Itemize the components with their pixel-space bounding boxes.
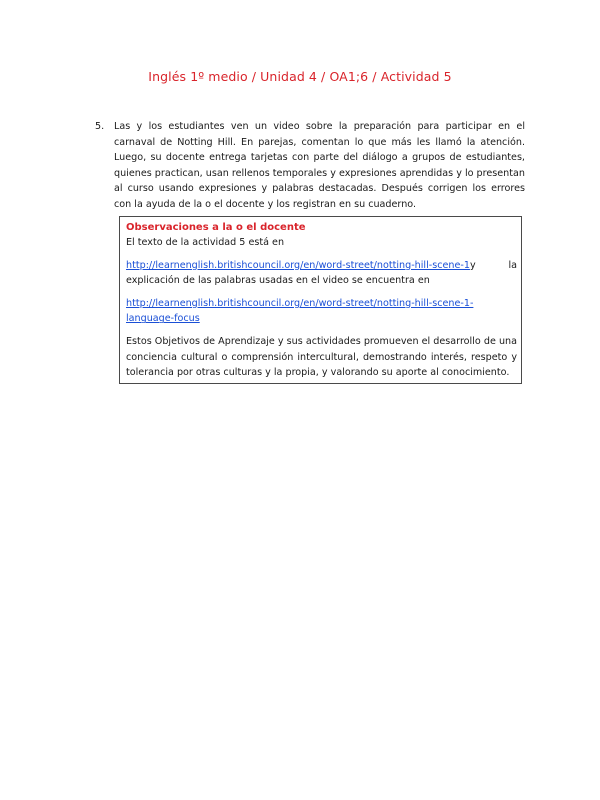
teacher-notes-box <box>119 216 522 384</box>
notting-hill-language-focus-link[interactable]: http://learnenglish.britishcouncil.org/en/word-street/notting-hill-scene-1-language-focus <box>126 297 474 325</box>
activity-item <box>95 119 525 213</box>
notes-link1-paragraph <box>126 258 517 289</box>
page-title: Inglés 1º medio / Unidad 4 / OA1;6 / Actividad 5 <box>148 69 452 84</box>
notes-after-link1: y la explicación de las palabras usadas en el video se encuentra en <box>126 259 517 287</box>
notting-hill-scene-1-link[interactable]: http://learnenglish.britishcouncil.org/en/word-street/notting-hill-scene-1 <box>126 259 470 271</box>
notes-intro: El texto de la actividad 5 está en <box>126 237 285 248</box>
activity-text: Las y los estudiantes ven un video sobre la preparación para participar en el carnaval de Notting Hill. En parejas, comentan lo que más les llamó la atención. Luego, su docente entrega tarjetas con parte del diálogo a grupos de estudiantes, quienes practican, usan rellenos temporales y expresiones aprendidas y lo presentan al curso usando expresiones y palabras destacadas. Después corrigen los errores con la ayuda de la o el docente y los registran en su cuaderno. <box>114 121 525 210</box>
notes-closing: Estos Objetivos de Aprendizaje y sus actividades promueven el desarrollo de una conciencia cultural o comprensión intercultural, demostrando interés, respeto y tolerancia por otras culturas y la propia, y valorando su aporte al conocimiento. <box>126 335 517 379</box>
notes-link2-paragraph <box>126 296 517 327</box>
activity-number: 5. <box>95 121 105 132</box>
teacher-notes-heading: Observaciones a la o el docente <box>126 222 306 233</box>
